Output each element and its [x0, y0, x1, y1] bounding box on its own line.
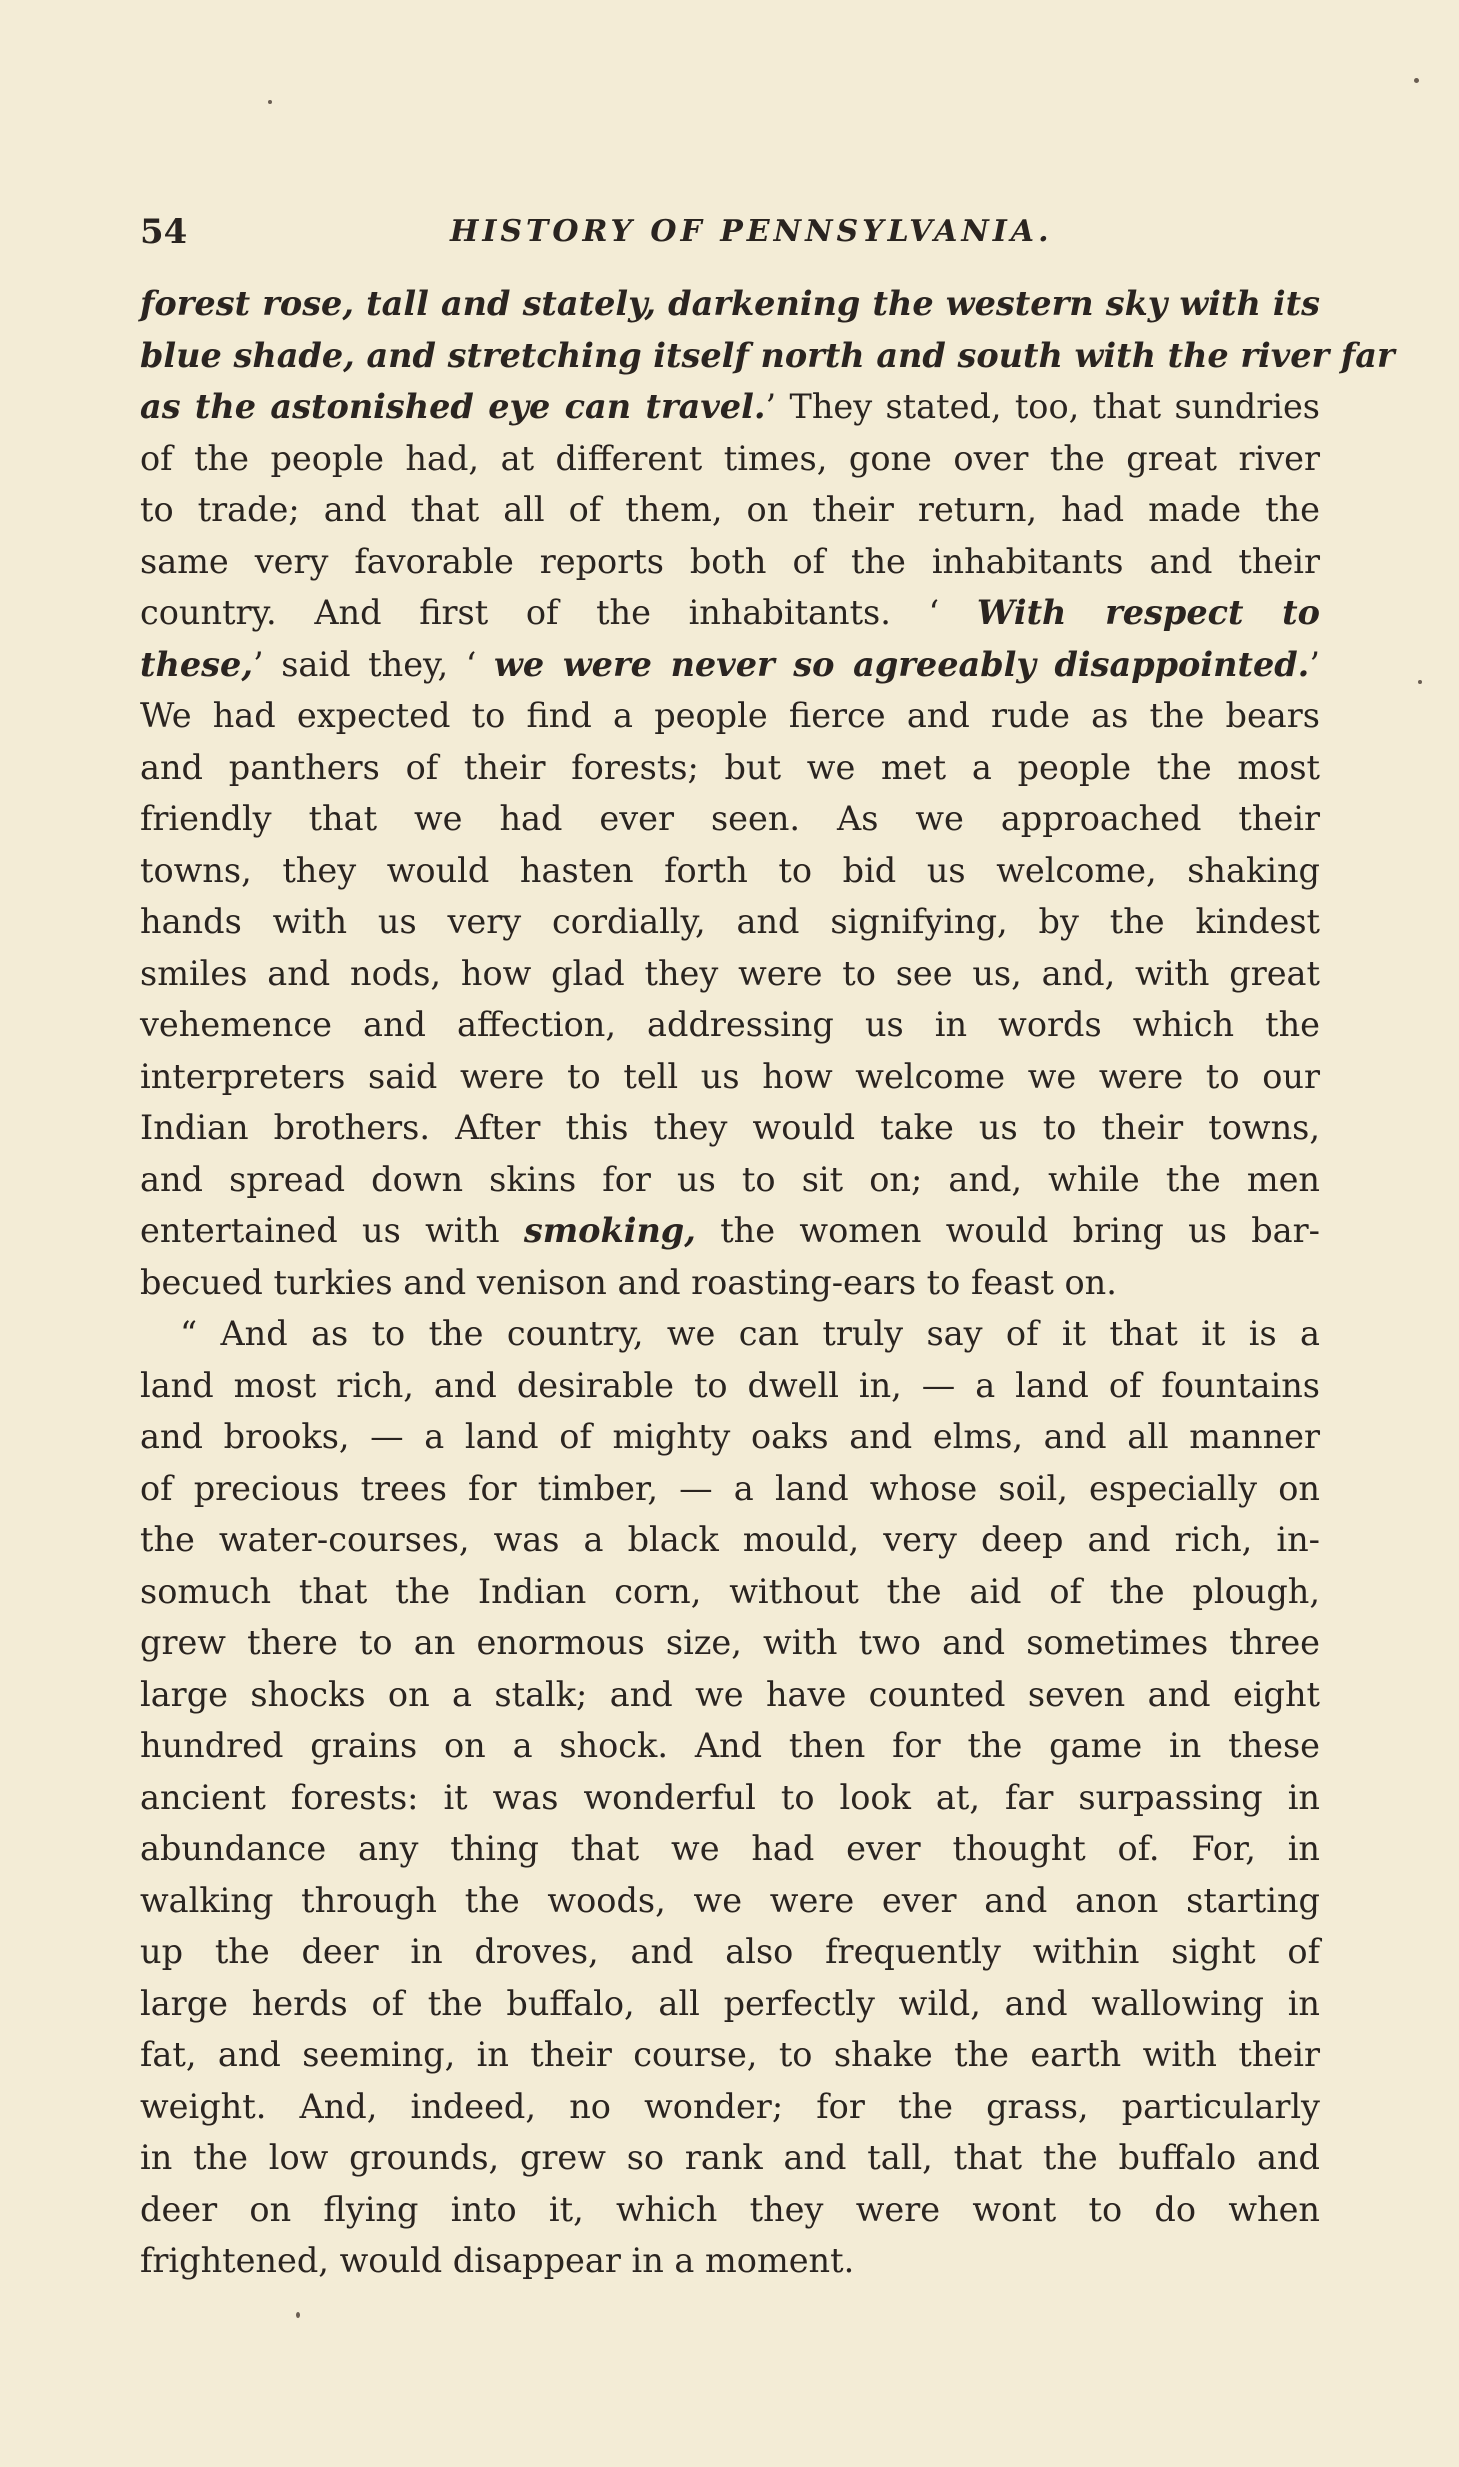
- text-segment: We had expected to find a people fierce and rude as the bears: [140, 696, 1320, 735]
- text-line: [140, 2132, 1320, 2184]
- ink-speck: [1414, 78, 1419, 83]
- text-segment: somuch that the Indian corn, without the aid of the plough,: [140, 1571, 1320, 1611]
- text-line: [140, 1823, 1320, 1875]
- text-segment: ’ said they, ‘: [252, 644, 495, 684]
- text-line: [140, 2184, 1320, 2236]
- text-segment: hands with us very cordially, and signifying, by the kindest: [140, 902, 1320, 941]
- text-segment: Indian brothers. After this they would take us to their towns,: [140, 1108, 1320, 1147]
- text-segment: and panthers of their forests; but we met a people the most: [140, 747, 1320, 787]
- text-line: [140, 1926, 1320, 1978]
- ink-speck: [268, 100, 272, 104]
- text-line: [140, 896, 1320, 948]
- text-segment: smiles and nods, how glad they were to see us, and, with great: [140, 953, 1320, 993]
- text-segment: and spread down skins for us to sit on; and, while the men: [140, 1159, 1320, 1199]
- text-line: [140, 742, 1320, 794]
- text-line: [140, 1617, 1320, 1669]
- text-line: [140, 845, 1320, 897]
- text-segment: weight. And, indeed, no wonder; for the grass, particularly: [140, 2086, 1320, 2126]
- text-line: [140, 381, 1320, 433]
- text-segment: deer on flying into it, which they were wont to do when: [140, 2189, 1320, 2229]
- text-line: [140, 2235, 1320, 2287]
- text-line: [140, 587, 1320, 639]
- text-line: [140, 999, 1320, 1051]
- ink-speck: [296, 2312, 300, 2318]
- text-segment: grew there to an enormous size, with two and sometimes three: [140, 1623, 1320, 1662]
- text-segment: country. And first of the inhabitants. ‘: [140, 593, 977, 632]
- italic-text-segment: we were never so agreeably disappointed.: [494, 644, 1310, 684]
- text-segment: frightened, would disappear in a moment.: [140, 2241, 855, 2280]
- text-segment: becued turkies and venison and roasting-ears to feast on.: [140, 1262, 1117, 1302]
- text-segment: towns, they would hasten forth to bid us welcome, shaking: [140, 850, 1320, 890]
- text-line: [140, 1772, 1320, 1824]
- text-segment: and brooks, — a land of mighty oaks and elms, and all manner: [140, 1417, 1320, 1456]
- text-segment: to trade; and that all of them, on their return, had made the: [140, 490, 1320, 529]
- text-segment: of precious trees for timber, — a land whose soil, especially on: [140, 1468, 1320, 1508]
- running-head: HISTORY OF PENNSYLVANIA.: [450, 214, 1053, 249]
- italic-text-segment: smoking,: [523, 1211, 696, 1250]
- text-segment: land most rich, and desirable to dwell in, — a land of fountains: [140, 1365, 1320, 1405]
- body-text: [140, 278, 1395, 2287]
- text-line: [140, 1514, 1320, 1566]
- text-line: [140, 1257, 1320, 1309]
- text-segment: ’: [1309, 644, 1320, 684]
- text-segment: in the low grounds, grew so rank and tall, that the buffalo and: [140, 2138, 1320, 2177]
- text-line: [140, 639, 1320, 691]
- italic-text-segment: With respect to: [976, 593, 1320, 632]
- text-segment: up the deer in droves, and also frequently within sight of: [140, 1932, 1320, 1971]
- text-line: [140, 690, 1320, 742]
- italic-text-segment: these,: [140, 644, 253, 684]
- text-segment: abundance any thing that we had ever thought of. For, in: [140, 1829, 1320, 1868]
- text-line: [140, 1978, 1320, 2030]
- text-segment: friendly that we had ever seen. As we approached their: [140, 799, 1320, 838]
- text-segment: “ And as to the country, we can truly say of it that it is a: [180, 1314, 1320, 1353]
- text-line: [140, 1102, 1320, 1154]
- page-number: 54: [140, 212, 188, 252]
- text-line: [140, 948, 1320, 1000]
- text-segment: the water-courses, was a black mould, very deep and rich, in-: [140, 1520, 1320, 1559]
- text-line: [140, 1154, 1320, 1206]
- text-segment: walking through the woods, we were ever and anon starting: [140, 1880, 1320, 1920]
- italic-text-segment: as the astonished eye can travel.: [140, 387, 766, 426]
- text-segment: the women would bring us bar-: [695, 1211, 1320, 1250]
- italic-text-segment: blue shade, and stretching itself north and south with the river far: [140, 335, 1395, 375]
- text-line: [140, 1205, 1320, 1257]
- text-segment: of the people had, at different times, gone over the great river: [140, 438, 1320, 478]
- text-segment: vehemence and affection, addressing us in words which the: [140, 1005, 1320, 1044]
- text-line: [140, 1566, 1320, 1618]
- text-line: [140, 1411, 1320, 1463]
- text-line: [140, 433, 1320, 485]
- text-line: [140, 2029, 1320, 2081]
- text-segment: large shocks on a stalk; and we have counted seven and eight: [140, 1674, 1320, 1714]
- text-segment: interpreters said were to tell us how welcome we were to our: [140, 1056, 1320, 1096]
- text-segment: ’ They stated, too, that sundries: [765, 387, 1320, 426]
- text-segment: same very favorable reports both of the inhabitants and their: [140, 541, 1320, 581]
- text-line: [140, 1360, 1320, 1412]
- text-segment: entertained us with: [140, 1211, 524, 1250]
- text-line: [140, 1051, 1320, 1103]
- text-line: [140, 278, 1320, 330]
- italic-text-segment: forest rose, tall and stately, darkening the western sky with its: [140, 284, 1320, 323]
- text-line: [140, 1669, 1320, 1721]
- ink-speck: [1418, 680, 1422, 684]
- text-line: [140, 330, 1395, 382]
- text-line: [140, 536, 1320, 588]
- text-line: [140, 1463, 1320, 1515]
- text-line: [140, 484, 1320, 536]
- text-segment: large herds of the buffalo, all perfectly wild, and wallowing in: [140, 1983, 1320, 2023]
- text-line: [140, 1308, 1320, 1360]
- text-line: [140, 793, 1320, 845]
- text-segment: ancient forests: it was wonderful to look at, far surpassing in: [140, 1777, 1320, 1817]
- text-line: [140, 1875, 1320, 1927]
- text-line: [140, 1720, 1320, 1772]
- page-header: [140, 212, 1320, 262]
- text-segment: hundred grains on a shock. And then for the game in these: [140, 1726, 1320, 1765]
- text-line: [140, 2081, 1320, 2133]
- text-segment: fat, and seeming, in their course, to shake the earth with their: [140, 2035, 1320, 2074]
